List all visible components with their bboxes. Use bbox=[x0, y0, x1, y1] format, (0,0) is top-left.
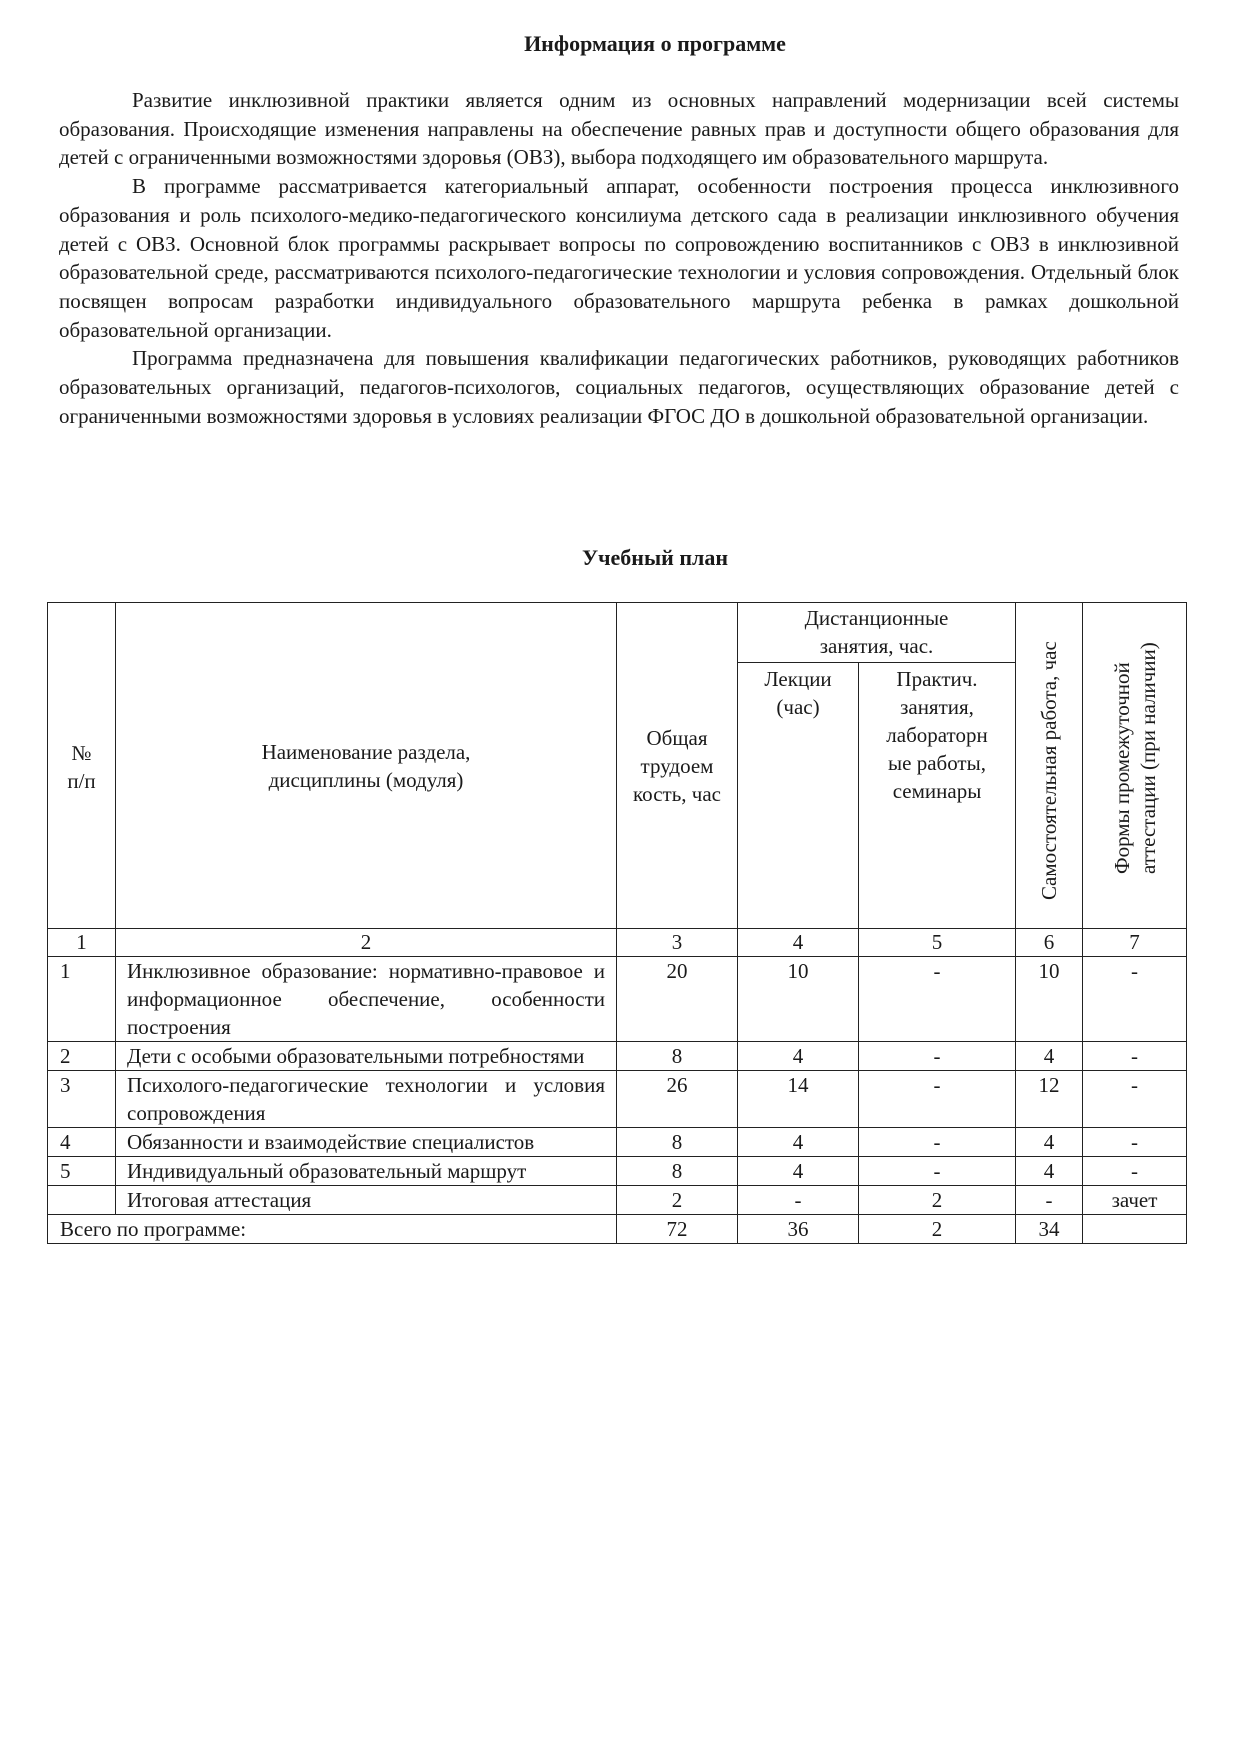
row-forms: - bbox=[1083, 957, 1187, 1042]
header-lectures-text: Лекции (час) bbox=[764, 667, 832, 719]
row-total: 8 bbox=[617, 1157, 738, 1186]
total-lectures: 36 bbox=[738, 1215, 859, 1244]
table-row bbox=[48, 1042, 1187, 1071]
row-self: 10 bbox=[1016, 957, 1083, 1042]
column-number: 3 bbox=[617, 929, 738, 957]
info-paragraph-2: В программе рассматривается категориальный аппарат, особенности построения процесса инклюзивного образования и роль психолого-медико-педагогического консилиума детского сада в реализации инклюзивного обучения детей с ОВЗ. Основной блок программы раскрывает вопросы по сопровождению воспитанников с ОВЗ в инклюзивной образовательной среде, рассматриваются психолого-педагогические технологии и условия сопровождения. Отдельный блок посвящен вопросам разработки индивидуального образовательного маршрута ребенка в рамках дошкольной образовательной организации. bbox=[59, 174, 1179, 342]
row-total: 26 bbox=[617, 1071, 738, 1128]
row-name: Психолого-педагогические технологии и условия сопровождения bbox=[116, 1071, 617, 1128]
header-forms-wrap bbox=[1083, 603, 1186, 928]
row-lectures: 10 bbox=[738, 957, 859, 1042]
row-forms: зачет bbox=[1083, 1186, 1187, 1215]
header-practice-text: Практич. занятия, лабораторн ые работы, семинары bbox=[886, 667, 988, 803]
row-self: 4 bbox=[1016, 1042, 1083, 1071]
column-number: 1 bbox=[48, 929, 116, 957]
header-distance bbox=[738, 603, 1016, 663]
plan-title: Учебный план bbox=[581, 545, 729, 570]
row-name: Итоговая аттестация bbox=[116, 1186, 617, 1215]
column-number-row bbox=[48, 929, 1187, 957]
table-row bbox=[48, 957, 1187, 1042]
row-total: 2 bbox=[617, 1186, 738, 1215]
row-name: Индивидуальный образовательный маршрут bbox=[116, 1157, 617, 1186]
column-number: 2 bbox=[116, 929, 617, 957]
header-forms-line1: Формы промежуточной bbox=[1109, 662, 1134, 874]
row-practice: - bbox=[859, 1071, 1016, 1128]
row-num: 2 bbox=[48, 1042, 116, 1071]
row-practice: - bbox=[859, 1128, 1016, 1157]
header-self bbox=[1016, 603, 1083, 929]
row-self: 12 bbox=[1016, 1071, 1083, 1128]
row-practice: 2 bbox=[859, 1186, 1016, 1215]
row-forms: - bbox=[1083, 1071, 1187, 1128]
header-distance-text: Дистанционные занятия, час. bbox=[804, 606, 949, 658]
info-title: Информация о программе bbox=[524, 31, 786, 56]
row-lectures: 14 bbox=[738, 1071, 859, 1128]
row-forms: - bbox=[1083, 1128, 1187, 1157]
header-self-text: Самостоятельная работа, час bbox=[1037, 641, 1061, 900]
row-practice: - bbox=[859, 1042, 1016, 1071]
header-forms-text bbox=[1109, 642, 1161, 874]
row-lectures: 4 bbox=[738, 1157, 859, 1186]
total-practice: 2 bbox=[859, 1215, 1016, 1244]
total-self: 34 bbox=[1016, 1215, 1083, 1244]
info-body bbox=[59, 86, 1179, 430]
row-lectures: 4 bbox=[738, 1042, 859, 1071]
row-name: Дети с особыми образовательными потребностями bbox=[116, 1042, 617, 1071]
row-name: Обязанности и взаимодействие специалистов bbox=[116, 1128, 617, 1157]
row-self: - bbox=[1016, 1186, 1083, 1215]
row-name: Инклюзивное образование: нормативно-правовое и информационное обеспечение, особенности построения bbox=[116, 957, 617, 1042]
header-forms bbox=[1083, 603, 1187, 929]
row-total: 20 bbox=[617, 957, 738, 1042]
header-self-wrap bbox=[1016, 603, 1082, 928]
total-label: Всего по программе: bbox=[48, 1215, 617, 1244]
row-practice: - bbox=[859, 957, 1016, 1042]
table-row bbox=[48, 1186, 1187, 1215]
row-num: 3 bbox=[48, 1071, 116, 1128]
total-hours: 72 bbox=[617, 1215, 738, 1244]
row-total: 8 bbox=[617, 1042, 738, 1071]
column-number: 6 bbox=[1016, 929, 1083, 957]
info-paragraph-1: Развитие инклюзивной практики является одним из основных направлений модернизации всей системы образования. Происходящие изменения направлены на обеспечение равных прав и доступности общего образования для детей с ограниченными возможностями здоровья (ОВЗ), выбора подходящего им образовательного маршрута. bbox=[59, 88, 1179, 170]
header-forms-line2: аттестации (при наличии) bbox=[1135, 642, 1160, 874]
header-num-text: № п/п bbox=[67, 740, 96, 793]
row-num: 5 bbox=[48, 1157, 116, 1186]
header-name-text: Наименование раздела, дисциплины (модуля) bbox=[261, 739, 471, 792]
header-num bbox=[48, 603, 116, 929]
column-number: 5 bbox=[859, 929, 1016, 957]
row-lectures: - bbox=[738, 1186, 859, 1215]
row-self: 4 bbox=[1016, 1157, 1083, 1186]
column-number: 7 bbox=[1083, 929, 1187, 957]
table-row bbox=[48, 1071, 1187, 1128]
row-practice: - bbox=[859, 1157, 1016, 1186]
header-row-1 bbox=[48, 603, 1187, 663]
header-name bbox=[116, 603, 617, 929]
table-row bbox=[48, 1128, 1187, 1157]
column-number: 4 bbox=[738, 929, 859, 957]
curriculum-table bbox=[47, 602, 1187, 1244]
row-forms: - bbox=[1083, 1157, 1187, 1186]
header-practice bbox=[859, 663, 1016, 929]
total-row bbox=[48, 1215, 1187, 1244]
header-total-text: Общая трудоем кость, час bbox=[633, 725, 721, 806]
row-forms: - bbox=[1083, 1042, 1187, 1071]
total-forms bbox=[1083, 1215, 1187, 1244]
row-lectures: 4 bbox=[738, 1128, 859, 1157]
row-total: 8 bbox=[617, 1128, 738, 1157]
header-total bbox=[617, 603, 738, 929]
table-row bbox=[48, 1157, 1187, 1186]
info-paragraph-3: Программа предназначена для повышения квалификации педагогических работников, руководящих работников образовательных организаций, педагогов-психологов, социальных педагогов, осуществляющих образование детей с ограниченными возможностями здоровья в условиях реализации ФГОС ДО в дошкольной образовательной организации. bbox=[59, 346, 1179, 428]
row-num: 4 bbox=[48, 1128, 116, 1157]
row-num bbox=[48, 1186, 116, 1215]
header-lectures bbox=[738, 663, 859, 929]
row-num: 1 bbox=[48, 957, 116, 1042]
row-self: 4 bbox=[1016, 1128, 1083, 1157]
